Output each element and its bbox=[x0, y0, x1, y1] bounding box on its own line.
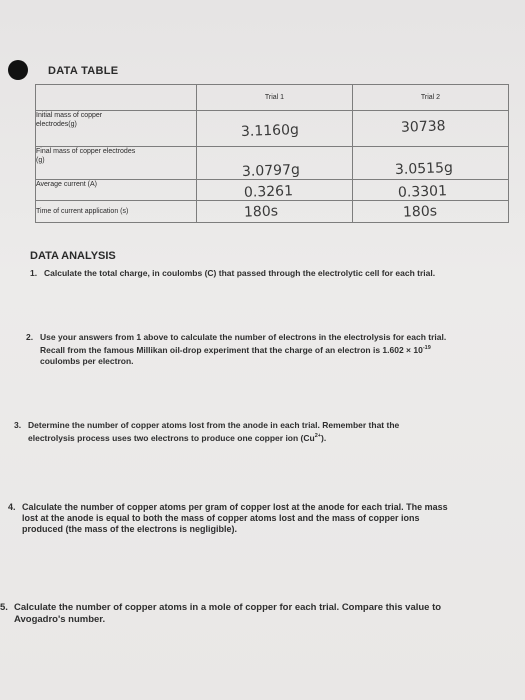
table-header-row bbox=[36, 85, 509, 111]
row-label-time bbox=[36, 201, 197, 223]
table-header-blank bbox=[36, 85, 197, 111]
question-text: Calculate the number of copper atoms in a mole of copper for each trial. Compare this value to bbox=[14, 602, 442, 613]
question-text: Recall from the famous Millikan oil-drop experiment that the charge of an electron is 1.602 × 10 bbox=[40, 344, 423, 355]
bullet-icon bbox=[8, 60, 28, 80]
row-label-line: Average current (A) bbox=[36, 181, 97, 188]
cell-trial2-initial bbox=[353, 111, 509, 147]
question-text-cont: Avogadro's number. bbox=[14, 614, 106, 625]
question-text: Calculate the number of copper atoms per gram of copper lost at the anode for each trial. The mass bbox=[22, 502, 448, 512]
handwritten-value: 180s bbox=[403, 203, 438, 221]
row-label-line: Initial mass of copper bbox=[36, 112, 103, 119]
table-header-trial1: Trial 1 bbox=[197, 85, 353, 111]
table-row bbox=[36, 147, 509, 180]
handwritten-value: 3.0515g bbox=[394, 159, 453, 179]
table-row bbox=[36, 201, 509, 223]
question-text: Calculate the total charge, in coulombs (C) that passed through the electrolytic cell for each trial. bbox=[44, 268, 436, 278]
handwritten-value: 3.0797g bbox=[241, 161, 300, 181]
handwritten-value: 3.1160g bbox=[240, 121, 299, 141]
row-label-line: electrodes(g) bbox=[36, 121, 77, 128]
question-text-cont bbox=[26, 343, 516, 356]
handwritten-value: 0.3261 bbox=[243, 183, 294, 201]
row-label-current bbox=[36, 180, 197, 201]
table-header-trial2: Trial 2 bbox=[353, 85, 509, 111]
handwritten-value: 180s bbox=[244, 203, 279, 221]
question-number: 4. bbox=[8, 502, 16, 512]
question-text: Use your answers from 1 above to calculate the number of electrons in the electrolysis for each trial. bbox=[40, 332, 447, 342]
question-1 bbox=[30, 268, 510, 279]
cell-trial1-final bbox=[197, 147, 353, 180]
cell-trial2-time bbox=[353, 201, 509, 223]
question-number: 3. bbox=[14, 420, 22, 430]
question-text: ). bbox=[321, 432, 327, 443]
exponent: -19 bbox=[422, 345, 431, 351]
question-text: Determine the number of copper atoms lost from the anode in each trial. Remember that the bbox=[28, 420, 400, 430]
exponent: 2+ bbox=[314, 433, 321, 439]
cell-trial2-final bbox=[353, 147, 509, 180]
question-text: electrolysis process uses two electrons to produce one copper ion (Cu bbox=[28, 432, 315, 443]
cell-trial1-current bbox=[197, 180, 353, 201]
data-table bbox=[35, 84, 509, 223]
handwritten-value: 0.3301 bbox=[397, 183, 448, 201]
row-label-final-mass bbox=[36, 147, 197, 180]
analysis-title: DATA ANALYSIS bbox=[30, 250, 116, 262]
question-4 bbox=[8, 502, 518, 535]
question-text-cont: lost at the anode is equal to both the mass of copper atoms lost and the mass of copper ions bbox=[22, 513, 420, 523]
row-label-line: Time of current application (s) bbox=[36, 208, 129, 215]
row-label-line: Final mass of copper electrodes bbox=[36, 148, 136, 155]
question-2 bbox=[26, 332, 516, 367]
handwritten-value: 30738 bbox=[400, 118, 447, 136]
question-text-cont: produced (the mass of the electrons is negligible). bbox=[22, 524, 238, 534]
row-label-line: (g) bbox=[36, 157, 45, 164]
question-text-cont bbox=[14, 431, 514, 444]
question-number: 5. bbox=[0, 602, 8, 613]
question-number: 2. bbox=[26, 332, 34, 342]
question-text-cont: coulombs per electron. bbox=[40, 355, 134, 366]
question-number: 1. bbox=[30, 268, 38, 278]
table-row bbox=[36, 111, 509, 147]
row-label-initial-mass bbox=[36, 111, 197, 147]
cell-trial2-current bbox=[353, 180, 509, 201]
data-table-title: DATA TABLE bbox=[48, 65, 119, 77]
cell-trial1-time bbox=[197, 201, 353, 223]
question-5 bbox=[0, 602, 520, 626]
table-row bbox=[36, 180, 509, 201]
question-3 bbox=[14, 420, 514, 444]
cell-trial1-initial bbox=[197, 111, 353, 147]
